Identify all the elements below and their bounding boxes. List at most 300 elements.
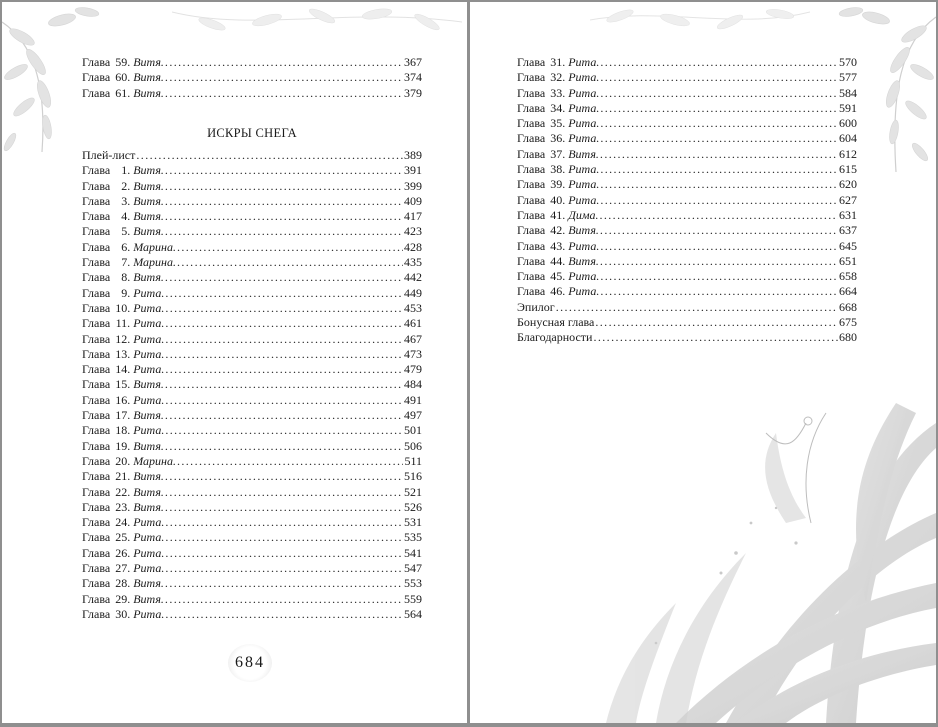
toc-entry[interactable] [82,286,422,301]
toc-entry[interactable] [82,332,422,347]
toc-page-number: 600 [839,116,857,131]
toc-entry-label: Глава 17. Витя. [82,408,164,423]
chapter-number: 21. [115,469,131,484]
chapter-number: 25. [115,530,131,545]
toc-entry[interactable] [517,254,857,269]
toc-page-number: 564 [404,606,422,621]
toc-entry-label: Глава 5. Витя. [82,224,164,239]
chapter-number: 36. [550,131,566,146]
chapter-number: 20. [115,453,131,468]
dot-leader [165,546,403,561]
toc-page-number: 615 [839,162,857,177]
toc-entry-label: Благодарности [517,330,593,345]
toc-entry[interactable] [82,530,422,545]
toc-entry-label: Глава 21. Витя. [82,469,164,484]
toc-entry-label: Глава 24. Рита. [82,515,165,530]
narrator-name: Витя. [133,209,164,224]
toc-entry[interactable] [517,162,857,177]
narrator-name: Витя. [133,469,164,484]
chapter-number: 40. [550,192,566,207]
narrator-name: Рита. [568,177,600,192]
toc-entry-label: Глава 36. Рита. [517,131,600,146]
dot-leader [165,423,403,438]
toc-page-number: 631 [839,207,857,222]
toc-page-number: 541 [404,545,422,560]
dot-leader [165,301,403,316]
chapter-number: 23. [115,499,131,514]
narrator-name: Рита. [568,162,600,177]
toc-page-number: 559 [404,591,422,606]
dot-leader [165,607,403,622]
chapter-number: 30. [115,606,131,621]
toc-page-number: 604 [839,131,857,146]
toc-entry-label: Глава 40. Рита. [517,192,600,207]
chapter-number: 19. [115,438,131,453]
dot-leader [600,70,838,85]
narrator-name: Рита. [568,238,600,253]
toc-page-number: 484 [404,377,422,392]
toc-entry[interactable] [517,101,857,116]
toc-entry[interactable] [82,347,422,362]
chapter-number: 4. [121,209,131,224]
dot-leader [165,194,403,209]
toc-entry[interactable] [517,300,857,315]
dot-leader [600,254,838,269]
toc-entry[interactable] [517,208,857,223]
toc-entry[interactable] [82,454,422,469]
narrator-name: Рита. [568,55,600,69]
toc-entry-label: Глава 15. Витя. [82,377,164,392]
dot-leader [165,224,403,239]
toc-page-number: 627 [839,192,857,207]
toc-page-number: 637 [839,223,857,238]
dot-leader [600,55,838,70]
chapter-number: 11. [115,316,131,331]
chapter-number: 14. [115,362,131,377]
toc-entry[interactable] [517,330,857,345]
toc-entry-label: Глава 43. Рита. [517,238,600,253]
dot-leader [165,270,403,285]
toc-entry-label: Плей-лист [82,148,136,162]
toc-entry[interactable] [517,147,857,162]
toc-entry-label: Глава 14. Рита. [82,362,165,377]
toc-entry-label: Глава 29. Витя. [82,591,164,606]
toc-entry-label: Глава 19. Витя. [82,438,164,453]
chapter-number: 22. [115,484,131,499]
chapter-number: 13. [115,346,131,361]
chapter-number: 1. [121,163,131,178]
narrator-name: Дима. [568,207,599,222]
toc-entry[interactable] [82,561,422,576]
narrator-name: Рита. [133,285,165,300]
chapter-number: 7. [121,255,131,270]
chapter-number: 6. [121,239,131,254]
toc-page-number: 428 [404,239,422,254]
dot-leader [595,315,838,330]
toc-entry[interactable] [517,55,857,70]
toc-entry[interactable] [82,592,422,607]
left-page [2,2,467,723]
toc-entry-label: Глава 11. Рита. [82,316,165,331]
toc-page-number: 577 [839,70,857,85]
dot-leader [165,439,403,454]
chapter-number: 33. [550,85,566,100]
dot-leader [600,193,838,208]
chapter-number: 38. [550,162,566,177]
dot-leader [600,223,838,238]
toc-entry[interactable] [517,116,857,131]
chapter-number: 41. [550,207,566,222]
toc-entry[interactable] [82,408,422,423]
toc-entry[interactable]: Глава 59. Витя. ..... 367 [82,55,422,70]
toc-entry[interactable] [82,393,422,408]
chapter-number: 17. [115,408,131,423]
toc-entry[interactable] [517,177,857,192]
toc-page-number: 497 [404,408,422,423]
toc-page-number: 516 [404,469,422,484]
toc-entry[interactable] [82,255,422,270]
toc-entry-label: Глава 1. Витя. [82,163,164,178]
toc-entry[interactable] [82,515,422,530]
dot-leader [177,240,403,255]
narrator-name: Витя. [133,576,164,591]
toc-entry-label: Глава 6. Марина. [82,239,176,254]
toc-entry-label: Глава 20. Марина. [82,453,176,468]
toc-page-number: 453 [404,300,422,315]
toc-entry-label: Глава 2. Витя. [82,178,164,193]
dot-leader [600,101,838,116]
narrator-name: Рита. [133,346,165,361]
dot-leader [136,148,403,163]
narrator-name: Рита. [568,269,600,284]
toc-entry[interactable] [82,194,422,209]
dot-leader [600,284,838,299]
toc-entry-label: Глава 32. Рита. [517,70,600,85]
narrator-name: Рита. [568,116,600,131]
toc-entry-label: Глава 18. Рита. [82,423,165,438]
dot-leader [165,362,403,377]
toc-page-number: 506 [404,438,422,453]
toc-entry-label: Глава 3. Витя. [82,193,164,208]
toc-entry[interactable] [82,423,422,438]
dot-leader [600,177,838,192]
toc-entry-label: Глава 46. Рита. [517,284,600,299]
narrator-name: Рита. [568,70,600,85]
chapter-number: 18. [115,423,131,438]
dot-leader [165,163,403,178]
toc-entry-label: Глава 7. Марина. [82,255,176,270]
toc-entry[interactable] [517,269,857,284]
toc-entry-label: Глава 31. Рита. [517,55,600,69]
narrator-name: Витя. [568,253,599,268]
chapter-number: 27. [115,561,131,576]
toc-page-number: 531 [404,515,422,530]
toc-entry[interactable] [82,179,422,194]
dot-leader [165,408,403,423]
toc-page-number: 423 [404,224,422,239]
toc-entry[interactable] [82,240,422,255]
toc-entry[interactable] [517,315,857,330]
page-number: 684 [228,644,272,682]
toc-entry-label: Глава 37. Витя. [517,146,599,161]
palm-leaf-watercolor-icon [536,403,936,723]
narrator-name: Рита. [568,192,600,207]
narrator-name: Витя. [568,146,599,161]
toc-entry-label: Глава 35. Рита. [517,116,600,131]
toc-entry[interactable] [82,148,422,163]
narrator-name: Витя. [133,484,164,499]
narrator-name: Витя. [133,591,164,606]
toc-page-number: 399 [404,178,422,193]
toc-right-list [517,55,857,346]
toc-entry[interactable] [82,209,422,224]
leaf-ornament-top-mid-icon [172,2,462,57]
toc-page-number: 417 [404,209,422,224]
right-page [470,2,936,723]
dot-leader [165,347,403,362]
toc-entry[interactable] [82,163,422,178]
dot-leader [165,377,403,392]
toc-entry-label: Эпилог [517,299,555,314]
toc-page-number: 668 [839,299,857,314]
narrator-name: Марина. [133,239,176,254]
toc-page-number: 501 [404,423,422,438]
chapter-number: 43. [550,238,566,253]
narrator-name: Рита. [133,300,165,315]
toc-entry[interactable] [82,377,422,392]
chapter-number: 31. [550,55,566,69]
chapter-number: 44. [550,253,566,268]
toc-entry-label: Глава 13. Рита. [82,346,165,361]
toc-entry-label: Глава 28. Витя. [82,576,164,591]
chapter-number: 34. [550,100,566,115]
toc-entry-label: Глава 30. Рита. [82,606,165,621]
chapter-number: 42. [550,223,566,238]
chapter-number: 15. [115,377,131,392]
chapter-number: 5. [121,224,131,239]
toc-page-number: 461 [404,316,422,331]
narrator-name: Рита. [133,423,165,438]
chapter-number: 37. [550,146,566,161]
toc-entry[interactable] [517,131,857,146]
toc-entry[interactable] [82,485,422,500]
toc-page-number: 409 [404,193,422,208]
toc-entry-label: Глава 4. Витя. [82,209,164,224]
chapter-number: 32. [550,70,566,85]
leaf-ornament-top-mid-icon [590,2,810,47]
narrator-name: Витя. [133,408,164,423]
narrator-name: Витя. [133,438,164,453]
narrator-name: Рита. [568,100,600,115]
narrator-name: Витя. [133,377,164,392]
chapter-number: 24. [115,515,131,530]
toc-page-number: 591 [839,100,857,115]
narrator-name: Витя. [133,270,164,285]
chapter-number: 10. [115,300,131,315]
toc-entry-label: Глава 8. Витя. [82,270,164,285]
chapter-number: 3. [121,193,131,208]
dot-leader [600,131,838,146]
toc-entry-label: Глава 33. Рита. [517,85,600,100]
toc-entry[interactable] [517,193,857,208]
toc-page-number: 620 [839,177,857,192]
narrator-name: Рита. [133,561,165,576]
toc-page-number: 651 [839,253,857,268]
chapter-number: 8. [121,270,131,285]
dot-leader [600,269,838,284]
toc-page-number: 553 [404,576,422,591]
dot-leader [165,179,403,194]
toc-page-number: 389 [404,148,422,162]
toc-entry-label: Глава 42. Витя. [517,223,599,238]
chapter-number: 2. [121,178,131,193]
toc-page-number: 467 [404,331,422,346]
narrator-name: Витя. [133,193,164,208]
toc-page-number: 473 [404,346,422,361]
chapter-number: 45. [550,269,566,284]
toc-entry[interactable]: Глава 60. Витя. ..... 374 [82,70,422,85]
toc-page-number: 675 [839,315,857,330]
toc-entry-label: Глава 45. Рита. [517,269,600,284]
dot-leader [165,393,403,408]
narrator-name: Рита. [133,316,165,331]
narrator-name: Рита. [133,545,165,560]
dot-leader [165,469,403,484]
toc-entry[interactable] [517,223,857,238]
chapter-number: 35. [550,116,566,131]
toc-page-number: 535 [404,530,422,545]
dot-leader [600,162,838,177]
narrator-name: Марина. [133,453,176,468]
toc-entry[interactable] [82,224,422,239]
toc-entry-label: Глава 41. Дима. [517,207,599,222]
dot-leader [600,116,838,131]
chapter-number: 28. [115,576,131,591]
toc-page-number: 645 [839,238,857,253]
toc-entry-label: Глава 38. Рита. [517,162,600,177]
chapter-number: 9. [121,285,131,300]
toc-page-number: 435 [404,255,422,270]
dot-leader [165,286,403,301]
toc-entry[interactable] [82,500,422,515]
dot-leader [165,500,403,515]
dot-leader [165,209,403,224]
toc-page-number: 547 [404,561,422,576]
toc-entry[interactable]: Глава 61. Витя. ..... 379 [82,86,422,101]
toc-entry[interactable] [517,70,857,85]
toc-entry[interactable] [82,607,422,622]
dot-leader [165,316,403,331]
toc-page-number: 442 [404,270,422,285]
toc-entry[interactable] [82,576,422,591]
chapter-number: 29. [115,591,131,606]
narrator-name: Витя. [568,223,599,238]
toc-entry-label: Глава 34. Рита. [517,100,600,115]
narrator-name: Рита. [133,362,165,377]
toc-entry[interactable] [82,469,422,484]
toc-page-number: 612 [839,146,857,161]
toc-entry-label: Глава 23. Витя. [82,499,164,514]
toc-left-list [82,148,422,622]
dot-leader [165,561,403,576]
dot-leader [165,515,403,530]
toc-page-number: 658 [839,269,857,284]
dot-leader [165,332,403,347]
toc-entry[interactable] [517,239,857,254]
toc-page-number: 449 [404,285,422,300]
dot-leader [600,239,838,254]
narrator-name: Витя. [133,224,164,239]
dot-leader [556,300,838,315]
dot-leader [177,255,403,270]
narrator-name: Рита. [133,331,165,346]
narrator-name: Рита. [133,606,165,621]
chapter-number: 39. [550,177,566,192]
dot-leader [177,454,403,469]
dot-leader [600,86,838,101]
toc-entry-label: Глава 25. Рита. [82,530,165,545]
chapter-number: 26. [115,545,131,560]
narrator-name: Витя. [133,178,164,193]
toc-page-number: 391 [404,163,422,178]
toc-entry-label: Глава 12. Рита. [82,331,165,346]
toc-entry-label: Глава 44. Витя. [517,253,599,268]
toc-entry-label: Глава 39. Рита. [517,177,600,192]
toc-page-number: 511 [404,453,422,468]
narrator-name: Рита. [133,530,165,545]
narrator-name: Витя. [133,499,164,514]
dot-leader [165,530,403,545]
toc-top-list [82,55,422,101]
narrator-name: Марина. [133,255,176,270]
toc-page-number: 680 [839,330,857,345]
toc-page-number: 570 [839,55,857,69]
chapter-number: 16. [115,392,131,407]
narrator-name: Рита. [568,131,600,146]
toc-entry-label: Глава 9. Рита. [82,285,165,300]
narrator-name: Рита. [133,392,165,407]
dot-leader [599,208,838,223]
toc-entry[interactable] [517,86,857,101]
dot-leader [165,485,403,500]
toc-entry-label: Глава 22. Витя. [82,484,164,499]
toc-entry[interactable] [82,316,422,331]
toc-entry[interactable] [82,362,422,377]
toc-page-number: 526 [404,499,422,514]
toc-page-number: 521 [404,484,422,499]
toc-page-number: 664 [839,284,857,299]
toc-entry-label: Глава 26. Рита. [82,545,165,560]
dot-leader [165,576,403,591]
toc-entry[interactable] [82,439,422,454]
toc-page-number: 584 [839,85,857,100]
toc-entry[interactable] [82,301,422,316]
toc-page-number: 491 [404,392,422,407]
toc-entry[interactable] [82,546,422,561]
dot-leader [593,330,838,345]
toc-page-number: 479 [404,362,422,377]
chapter-number: 12. [115,331,131,346]
chapter-number: 46. [550,284,566,299]
narrator-name: Рита. [133,515,165,530]
toc-entry-label: Глава 27. Рита. [82,561,165,576]
toc-entry[interactable] [82,270,422,285]
toc-entry[interactable] [517,284,857,299]
narrator-name: Рита. [568,85,600,100]
dot-leader [600,147,838,162]
section-title: ИСКРЫ СНЕГА [207,126,297,140]
toc-entry-label: Глава 16. Рита. [82,392,165,407]
